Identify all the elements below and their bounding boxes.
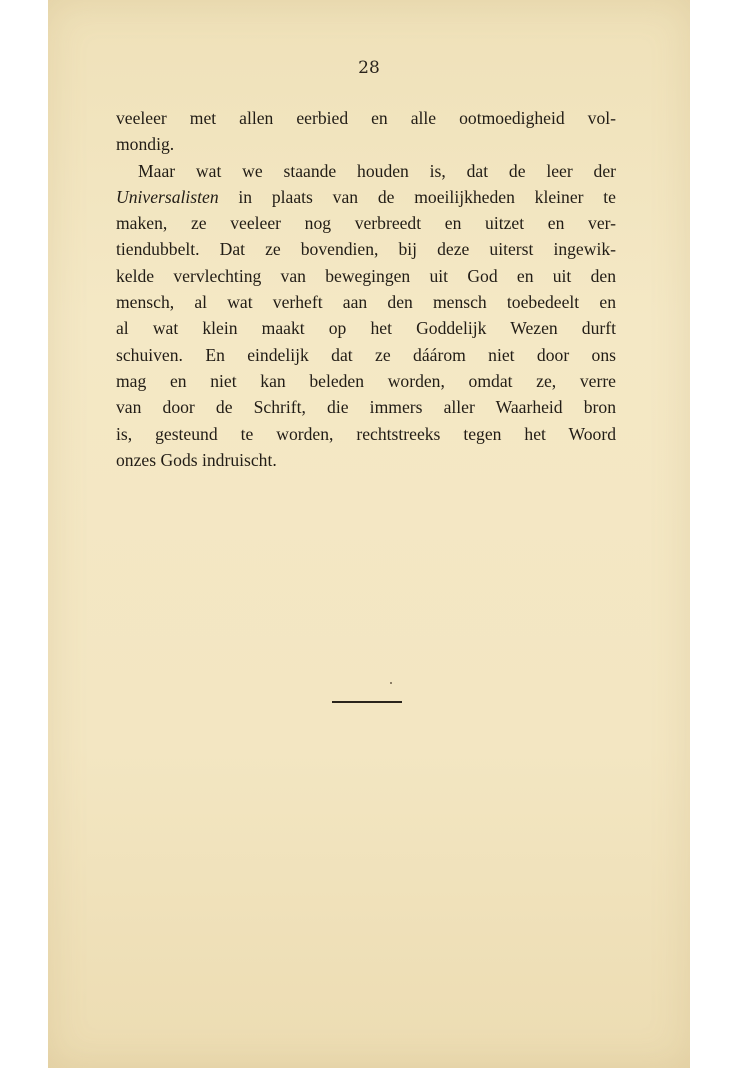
ink-speck <box>390 682 392 684</box>
text-line: mondig. <box>116 134 175 155</box>
text-line: al wat klein maakt op het Goddelijk Wezen durft <box>116 318 616 339</box>
end-rule <box>332 701 402 703</box>
page-number: 28 <box>358 58 380 78</box>
italic-term: Universalisten <box>116 186 219 207</box>
body-text <box>116 105 616 473</box>
text-line: is, gesteund te worden, rechtstreeks tegen het Woord <box>116 423 616 444</box>
text-line: mensch, al wat verheft aan den mensch toebedeelt en <box>116 292 616 313</box>
text-line: maken, ze veeleer nog verbreedt en uitzet en ver- <box>116 213 616 234</box>
text-line: schuiven. En eindelijk dat ze dáárom niet door ons <box>116 344 616 365</box>
text-line: kelde vervlechting van bewegingen uit God en uit den <box>116 265 616 286</box>
book-page <box>48 0 690 1068</box>
text-line: onzes Gods indruischt. <box>116 449 277 470</box>
text-line: tiendubbelt. Dat ze bovendien, bij deze uiterst ingewik- <box>116 239 616 260</box>
text-line-rest: in plaats van de moeilijkheden kleiner te <box>218 186 616 207</box>
text-line: mag en niet kan beleden worden, omdat ze, verre <box>116 370 616 391</box>
text-line: van door de Schrift, die immers aller Waarheid bron <box>116 397 616 418</box>
text-line <box>116 184 616 210</box>
text-line: Maar wat we staande houden is, dat de leer der <box>138 160 616 181</box>
text-line: veeleer met allen eerbied en alle ootmoedigheid vol- <box>116 108 616 128</box>
